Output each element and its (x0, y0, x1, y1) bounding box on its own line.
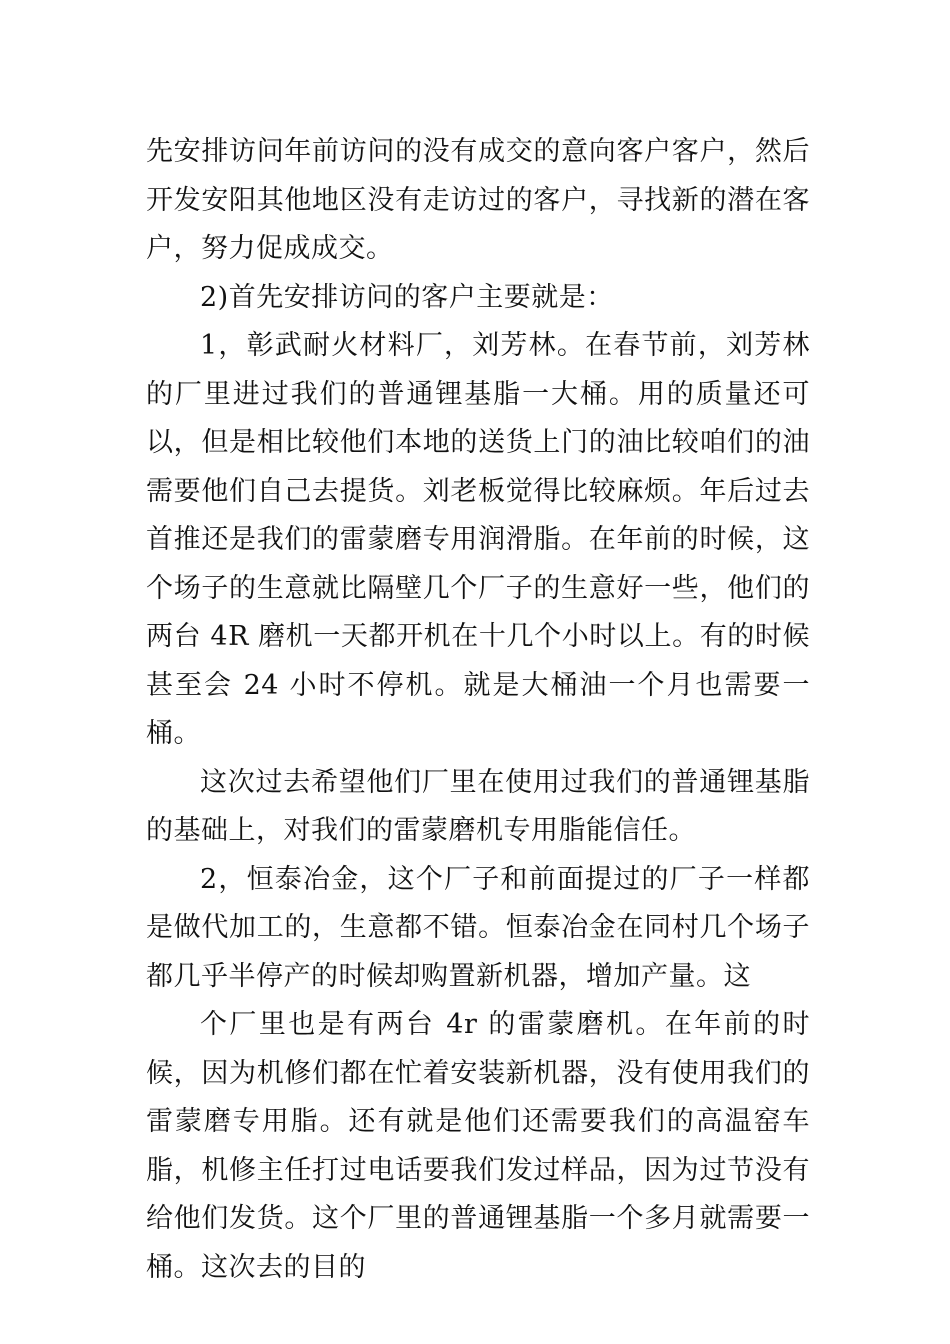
paragraph-3: 1，彰武耐火材料厂，刘芳林。在春节前，刘芳林的厂里进过我们的普通锂基脂一大桶。用的质量还可以，但是相比较他们本地的送货上门的油比较咱们的油需要他们自己去提货。刘老板觉得比较麻烦。年后过去首推还是我们的雷蒙磨专用润滑脂。在年前的时候，这个场子的生意就比隔壁几个厂子的生意好一些，他们的两台 4R 磨机一天都开机在十几个小时以上。有的时候甚至会 24 小时不停机。就是大桶油一个月也需要一桶。 (146, 330, 810, 749)
paragraph-1: 先安排访问年前访问的没有成交的意向客户客户，然后开发安阳其他地区没有走访过的客户，寻找新的潜在客户，努力促成成交。 (146, 136, 810, 264)
paragraph-2: 2)首先安排访问的客户主要就是： (200, 281, 614, 313)
paragraph-5: 2，恒泰冶金，这个厂子和前面提过的厂子一样都是做代加工的，生意都不错。恒泰冶金在同村几个场子都几乎半停产的时候却购置新机器，增加产量。这 (146, 863, 810, 992)
paragraph-4: 这次过去希望他们厂里在使用过我们的普通锂基脂的基础上，对我们的雷蒙磨机专用脂能信任。 (146, 766, 810, 846)
paragraph-6: 个厂里也是有两台 4r 的雷蒙磨机。在年前的时候，因为机修们都在忙着安装新机器，没有使用我们的雷蒙磨专用脂。还有就是他们还需要我们的高温窑车脂，机修主任打过电话要我们发过样品，因为过节没有给他们发货。这个厂里的普通锂基脂一个多月就需要一桶。这次去的目的 (146, 1009, 810, 1283)
